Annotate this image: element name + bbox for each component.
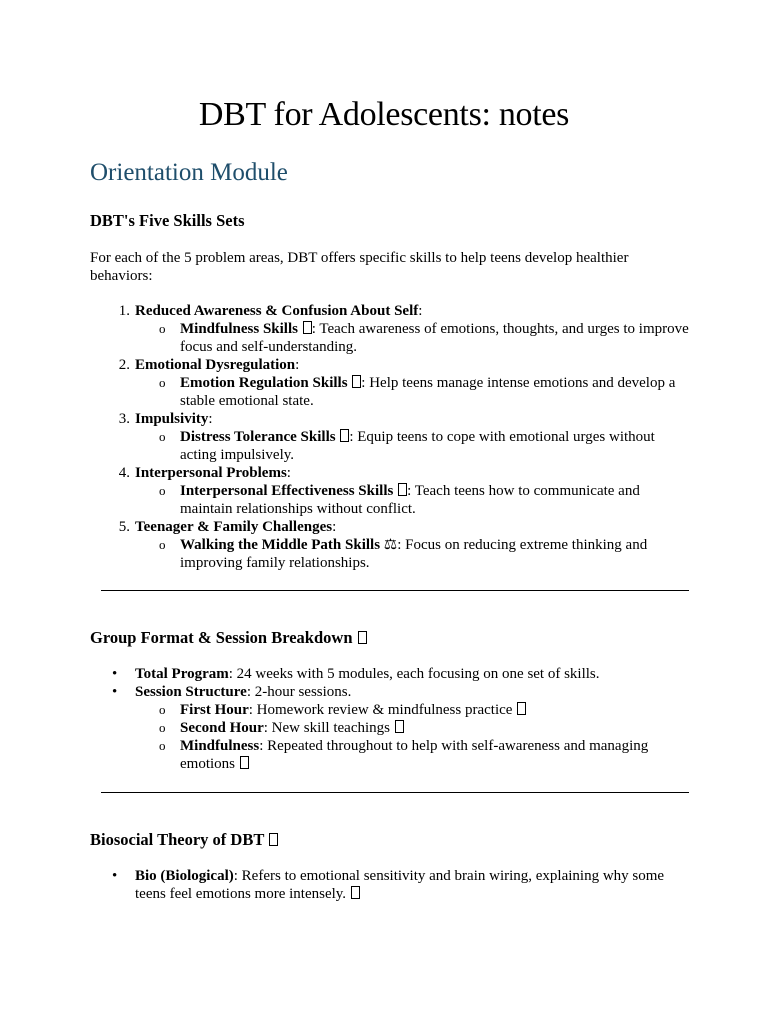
item-label: Session Structure [135,684,247,700]
item-label: Bio (Biological) [135,868,234,884]
item-text: : Refers to emotional sensitivity and brain wiring, explaining why some teens feel emotions more intensely. [135,868,665,902]
group-format-heading: Group Format & Session Breakdown [90,628,367,648]
item-label: First Hour [180,702,249,718]
list-number: 1. [118,303,130,319]
circle-bullet: o [159,375,166,390]
skills-list-item: 4. Interpersonal Problems: o Interpersonal Effectiveness Skills : Teach teens how to communicate and maintain relationships without conflict. [90,464,690,518]
skill-sub-item [135,482,690,518]
skills-sub-list [135,428,690,464]
list-item [90,867,690,903]
list-number: 5. [118,519,130,535]
list-number: 3. [118,411,130,427]
missing-glyph-icon [352,375,361,388]
section-divider [101,590,689,591]
circle-bullet: o [159,483,166,498]
skill-label: Interpersonal Effectiveness Skills [180,483,394,499]
skill-label: Emotion Regulation Skills [180,375,348,391]
skills-list-item: 5. Teenager & Family Challenges: o Walking the Middle Path Skills ⚖: Focus on reducing extreme thinking and improving family relationships. [90,518,690,572]
circle-bullet: o [159,720,166,735]
biosocial-list [90,867,690,903]
problem-area-label: Emotional Dysregulation [135,357,296,373]
item-label: Total Program [135,666,229,682]
bullet: • [112,666,118,682]
document-title: DBT for Adolescents: notes [198,96,570,133]
circle-bullet: o [159,429,166,444]
skill-label: Mindfulness Skills [180,321,298,337]
problem-area-label: Reduced Awareness & Confusion About Self [135,303,419,319]
item-text: : Repeated throughout to help with self-awareness and managing emotions [180,738,649,772]
skill-description: : Help teens manage intense emotions and develop a stable emotional state. [180,375,676,409]
skills-list [90,302,690,572]
problem-area-label: Impulsivity [135,411,209,427]
skill-description: : Focus on reducing extreme thinking and improving family relationships. [180,537,648,571]
item-text: : Homework review & mindfulness practice [248,702,513,718]
skill-label: Distress Tolerance Skills [180,429,336,445]
skills-sub-list [135,536,690,572]
skills-list-item: 1. Reduced Awareness & Confusion About Self: o Mindfulness Skills : Teach awareness of emotions, thoughts, and urges to improve focus and self-understanding. [90,302,690,356]
section-divider [101,792,689,793]
skills-sub-list [135,482,690,518]
biosocial-heading: Biosocial Theory of DBT [90,830,278,850]
skills-sub-list [135,374,690,410]
module-heading: Orientation Module [90,159,288,186]
missing-glyph-icon [240,756,249,769]
skill-label: Walking the Middle Path Skills [180,537,381,553]
skill-description: : Teach teens how to communicate and maintain relationships without conflict. [180,483,640,517]
list-number: 2. [118,357,130,373]
list-item [90,683,690,773]
item-text: : 2-hour sessions. [246,684,352,700]
skill-sub-item [135,536,690,572]
missing-glyph-icon [398,483,407,496]
circle-bullet: o [159,702,166,717]
list-item [90,665,690,683]
session-sub-list [135,701,690,773]
skills-section-heading: DBT's Five Skills Sets [90,211,245,230]
circle-bullet: o [159,537,166,552]
missing-glyph-icon [303,321,312,334]
missing-glyph-icon [269,833,278,846]
skill-sub-item [135,320,690,356]
scales-icon: ⚖ [383,537,398,553]
missing-glyph-icon [395,720,404,733]
skills-list-item: 3. Impulsivity: o Distress Tolerance Skills : Equip teens to cope with emotional urges without acting impulsively. [90,410,690,464]
missing-glyph-icon [340,429,349,442]
skills-sub-list [135,320,690,356]
missing-glyph-icon [517,702,526,715]
skill-sub-item [135,428,690,464]
item-text: : 24 weeks with 5 modules, each focusing on one set of skills. [228,666,600,682]
item-label: Second Hour [180,720,264,736]
list-item [135,719,690,737]
item-label: Mindfulness [180,738,260,754]
list-item [135,737,690,773]
circle-bullet: o [159,321,166,336]
circle-bullet: o [159,738,166,753]
skills-list-item: 2. Emotional Dysregulation: o Emotion Regulation Skills : Help teens manage intense emotions and develop a stable emotional state. [90,356,690,410]
skills-intro-paragraph: For each of the 5 problem areas, DBT offers specific skills to help teens develop healthier behaviors: [90,250,629,284]
item-text: : New skill teachings [263,720,390,736]
missing-glyph-icon [351,886,360,899]
bullet: • [112,684,118,700]
problem-area-label: Teenager & Family Challenges [135,519,333,535]
list-number: 4. [118,465,130,481]
bullet: • [112,868,118,884]
skill-description: : Teach awareness of emotions, thoughts, and urges to improve focus and self-understanding. [180,321,689,355]
skill-sub-item [135,374,690,410]
list-item [135,701,690,719]
group-format-list [90,665,690,773]
problem-area-label: Interpersonal Problems [135,465,287,481]
missing-glyph-icon [358,631,367,644]
skill-description: : Equip teens to cope with emotional urges without acting impulsively. [180,429,655,463]
